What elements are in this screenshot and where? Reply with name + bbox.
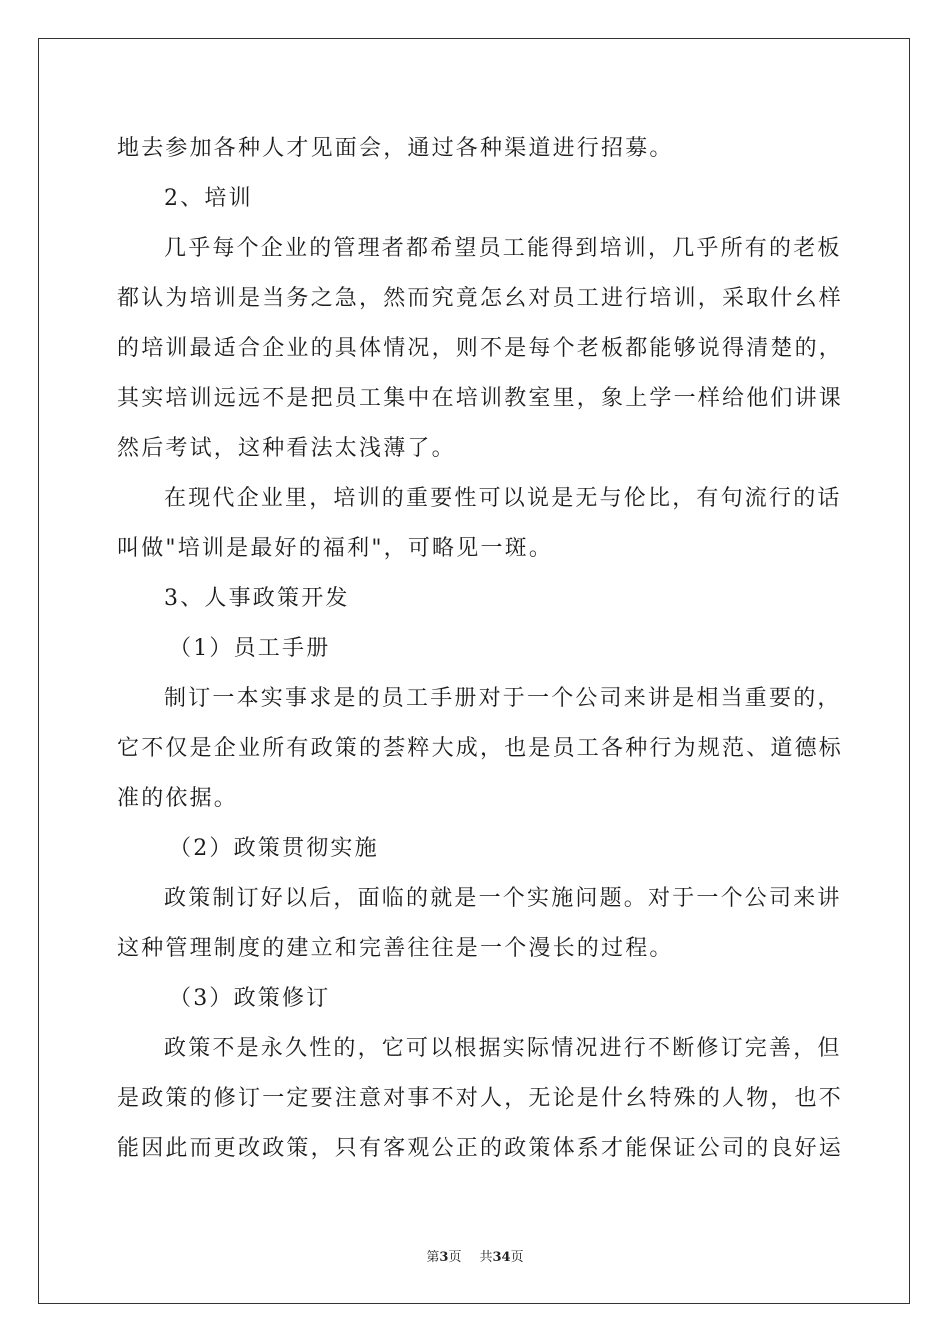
text-line: 3、人事政策开发 bbox=[164, 586, 350, 611]
page-footer bbox=[0, 1246, 950, 1265]
text-line: （2）政策贯彻实施 bbox=[169, 836, 379, 861]
page-label-suffix: 页 bbox=[448, 1250, 462, 1265]
current-page-number: 3 bbox=[439, 1250, 449, 1265]
total-label-prefix: 共 bbox=[479, 1250, 493, 1265]
text-line: 叫做"培训是最好的福利"，可略见一斑。 bbox=[117, 536, 554, 561]
text-line: （1）员工手册 bbox=[169, 636, 331, 661]
text-line: 2、培训 bbox=[164, 186, 253, 211]
text-line: 政策不是永久性的，它可以根据实际情况进行不断修订完善，但 bbox=[164, 1036, 842, 1061]
text-line: 准的依据。 bbox=[117, 786, 239, 811]
total-label-suffix: 页 bbox=[510, 1250, 524, 1265]
text-line: 都认为培训是当务之急，然而究竟怎幺对员工进行培训，采取什幺样 bbox=[117, 286, 844, 311]
text-line: 它不仅是企业所有政策的荟粹大成，也是员工各种行为规范、道德标 bbox=[117, 736, 844, 761]
text-line: 能因此而更改政策，只有客观公正的政策体系才能保证公司的良好运 bbox=[117, 1136, 844, 1161]
total-page-count: 34 bbox=[492, 1250, 511, 1265]
text-line: 这种管理制度的建立和完善往往是一个漫长的过程。 bbox=[117, 936, 674, 961]
document-body bbox=[117, 124, 844, 1174]
text-line: 的培训最适合企业的具体情况，则不是每个老板都能够说得清楚的， bbox=[117, 336, 844, 361]
page-label-prefix: 第 bbox=[426, 1250, 440, 1265]
text-line: 几乎每个企业的管理者都希望员工能得到培训，几乎所有的老板 bbox=[164, 236, 842, 261]
text-line: 是政策的修订一定要注意对事不对人，无论是什幺特殊的人物，也不 bbox=[117, 1086, 844, 1111]
text-line: （3）政策修订 bbox=[169, 986, 331, 1011]
text-line: 地去参加各种人才见面会，通过各种渠道进行招募。 bbox=[117, 136, 674, 161]
text-line: 在现代企业里，培训的重要性可以说是无与伦比，有句流行的话 bbox=[164, 486, 842, 511]
text-line: 政策制订好以后，面临的就是一个实施问题。对于一个公司来讲 bbox=[164, 886, 842, 911]
text-line: 制订一本实事求是的员工手册对于一个公司来讲是相当重要的， bbox=[164, 686, 842, 711]
text-line: 其实培训远远不是把员工集中在培训教室里，象上学一样给他们讲课 bbox=[117, 386, 844, 411]
text-line: 然后考试，这种看法太浅薄了。 bbox=[117, 436, 456, 461]
